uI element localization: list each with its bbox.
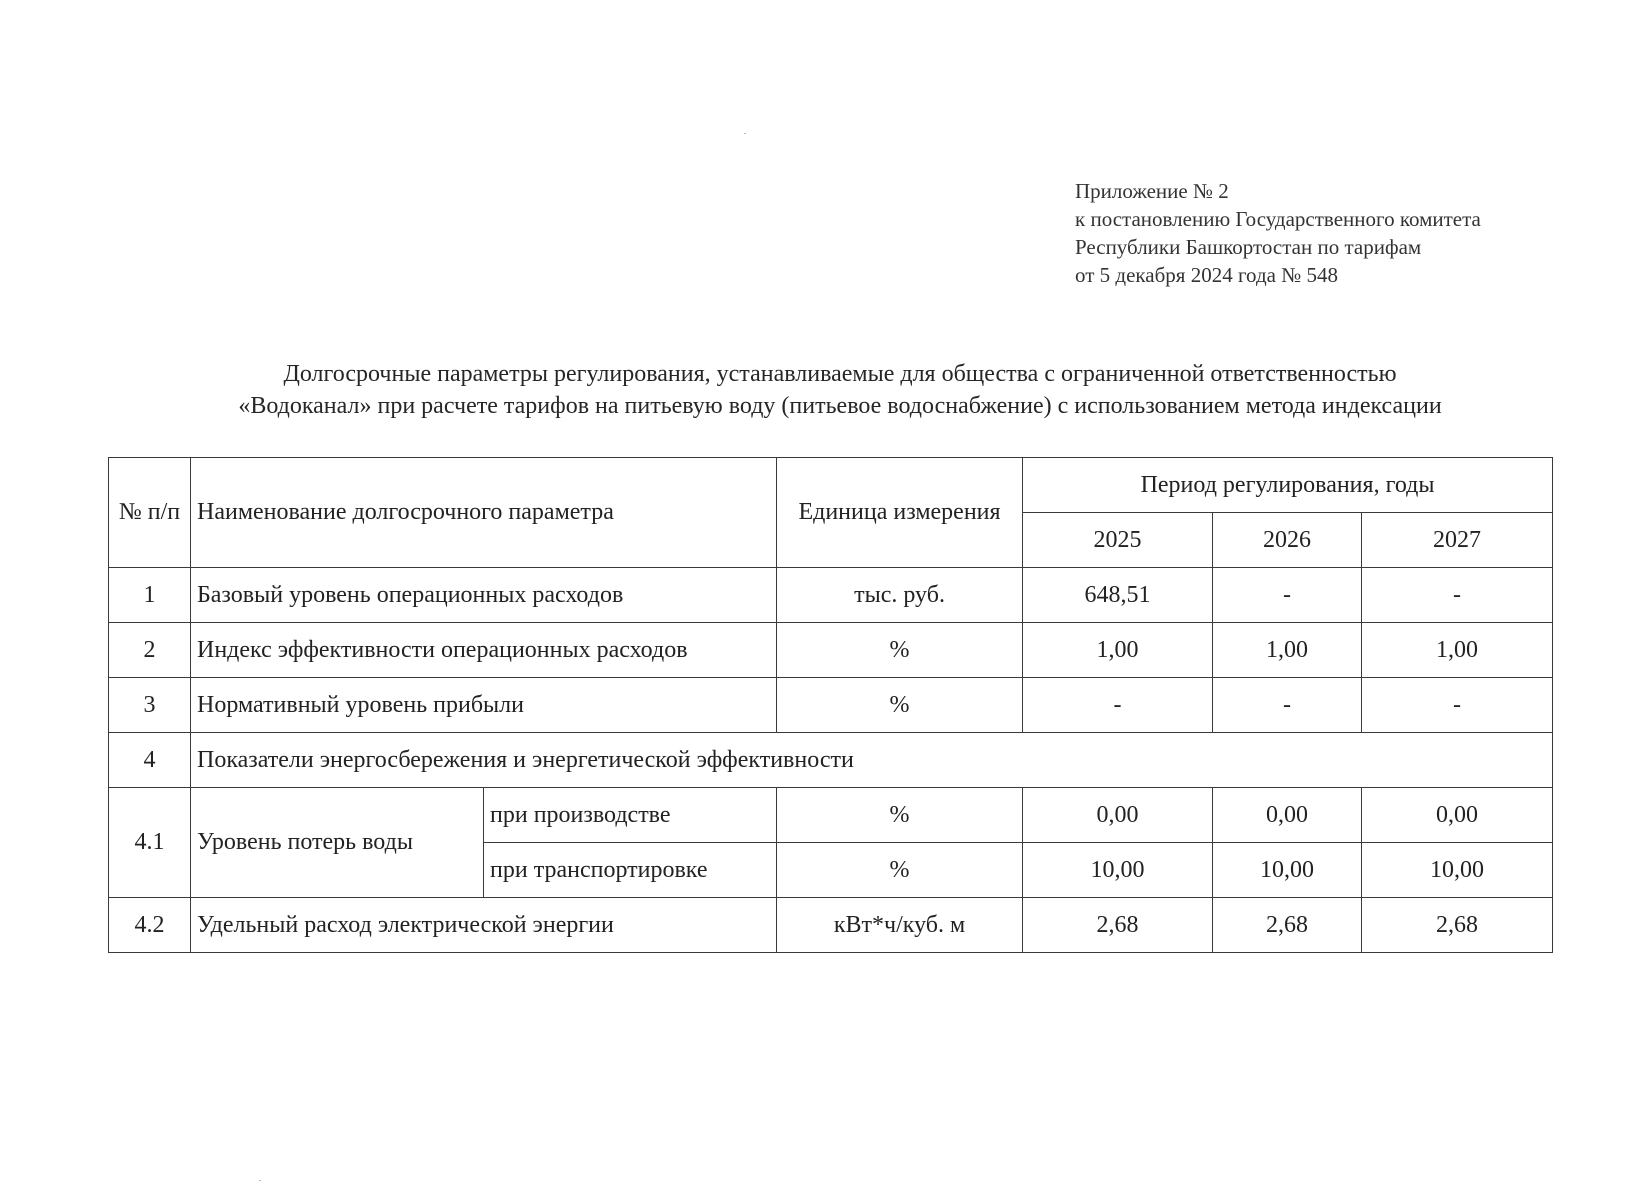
document-title bbox=[0, 358, 1652, 422]
header-period: Период регулирования, годы bbox=[1023, 458, 1553, 513]
row-value: 1,00 bbox=[1023, 623, 1213, 678]
row-value: - bbox=[1362, 568, 1553, 623]
row-num: 2 bbox=[109, 623, 191, 678]
table-row bbox=[109, 623, 1553, 678]
header-num: № п/п bbox=[109, 458, 191, 568]
row-value: 1,00 bbox=[1213, 623, 1362, 678]
appendix-line-3: Республики Башкортостан по тарифам bbox=[1075, 235, 1422, 259]
table-row bbox=[109, 898, 1553, 953]
row-value: - bbox=[1362, 678, 1553, 733]
appendix-line-1: Приложение № 2 bbox=[1075, 179, 1229, 203]
table-row bbox=[109, 678, 1553, 733]
row-unit: % bbox=[777, 623, 1023, 678]
row-name: Базовый уровень операционных расходов bbox=[191, 568, 777, 623]
row-unit: % bbox=[777, 788, 1023, 843]
row-unit: % bbox=[777, 843, 1023, 898]
appendix-line-2: к постановлению Государственного комитета bbox=[1075, 207, 1481, 231]
row-unit: тыс. руб. bbox=[777, 568, 1023, 623]
row-value: 1,00 bbox=[1362, 623, 1553, 678]
row-name: Удельный расход электрической энергии bbox=[191, 898, 777, 953]
row-name: Индекс эффективности операционных расходов bbox=[191, 623, 777, 678]
header-year: 2026 bbox=[1213, 513, 1362, 568]
row-unit: кВт*ч/куб. м bbox=[777, 898, 1023, 953]
row-value: - bbox=[1023, 678, 1213, 733]
row-num: 4.2 bbox=[109, 898, 191, 953]
scan-speck bbox=[259, 1180, 261, 1181]
row-value: 10,00 bbox=[1023, 843, 1213, 898]
header-name: Наименование долгосрочного параметра bbox=[191, 458, 777, 568]
row-value: - bbox=[1213, 568, 1362, 623]
table-row bbox=[109, 568, 1553, 623]
table-section-row bbox=[109, 733, 1553, 788]
row-num: 3 bbox=[109, 678, 191, 733]
header-unit: Единица измерения bbox=[777, 458, 1023, 568]
table-header-row bbox=[109, 458, 1553, 513]
parameters-table bbox=[108, 457, 1553, 953]
title-line-1: Долгосрочные параметры регулирования, устанавливаемые для общества с ограниченной ответственностью bbox=[283, 361, 1397, 387]
row-value: 0,00 bbox=[1362, 788, 1553, 843]
row-value: 2,68 bbox=[1362, 898, 1553, 953]
row-value: 2,68 bbox=[1023, 898, 1213, 953]
row-value: 648,51 bbox=[1023, 568, 1213, 623]
title-line-2: «Водоканал» при расчете тарифов на питьевую воду (питьевое водоснабжение) с использованием метода индексации bbox=[238, 393, 1442, 419]
header-year: 2027 bbox=[1362, 513, 1553, 568]
row-num: 4 bbox=[109, 733, 191, 788]
header-year: 2025 bbox=[1023, 513, 1213, 568]
row-value: 0,00 bbox=[1023, 788, 1213, 843]
appendix-line-4: от 5 декабря 2024 года № 548 bbox=[1075, 263, 1338, 287]
row-value: 2,68 bbox=[1213, 898, 1362, 953]
row-value: 10,00 bbox=[1362, 843, 1553, 898]
row-value: 10,00 bbox=[1213, 843, 1362, 898]
row-unit: % bbox=[777, 678, 1023, 733]
table-row bbox=[109, 788, 1553, 843]
row-name: Уровень потерь воды bbox=[191, 788, 484, 898]
appendix-block bbox=[1075, 177, 1481, 289]
row-num: 1 bbox=[109, 568, 191, 623]
row-value: 0,00 bbox=[1213, 788, 1362, 843]
row-subname: при производстве bbox=[484, 788, 777, 843]
section-name: Показатели энергосбережения и энергетической эффективности bbox=[191, 733, 1553, 788]
row-subname: при транспортировке bbox=[484, 843, 777, 898]
row-num: 4.1 bbox=[109, 788, 191, 898]
row-name: Нормативный уровень прибыли bbox=[191, 678, 777, 733]
scan-speck bbox=[744, 133, 746, 134]
row-value: - bbox=[1213, 678, 1362, 733]
